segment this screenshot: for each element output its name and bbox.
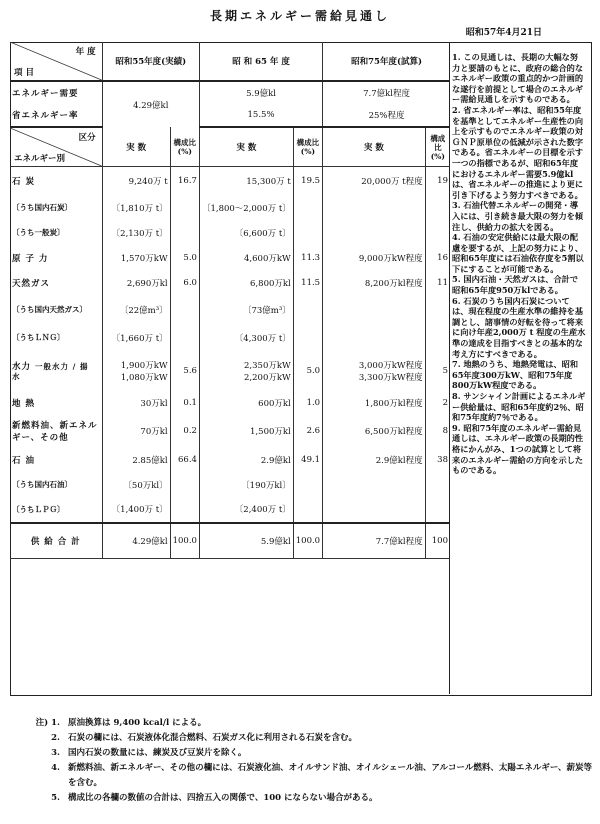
ratio-r55: 5.6 (170, 351, 199, 391)
ratio-r75 (425, 497, 450, 523)
value-s55: 1,570万kW (102, 245, 170, 271)
value-s55: 70万kl (102, 415, 170, 447)
ratio-r65: 1.0 (293, 391, 322, 415)
value-s75: 8,200万kl程度 (323, 271, 426, 295)
ratio-r55 (170, 497, 199, 523)
side-note: 8. サンシャイン計画によるエネルギー供給量は、昭和65年度約2％、昭和75年度約7％である。 (452, 391, 586, 423)
value-s65: 〔190万kl〕 (199, 473, 293, 497)
total-s65: 5.9億kl (199, 523, 293, 559)
table-row (10, 447, 450, 473)
row-label: 石 油 (12, 455, 35, 466)
col-header-s75: 昭和75年度(試算) (323, 42, 450, 81)
footnote-item (10, 791, 595, 806)
value-s65-line1: 2,350万kW (244, 360, 291, 371)
year-label: 年 度 (75, 47, 96, 57)
value-s75 (323, 221, 426, 245)
value-s55: 〔1,660万 t〕 (102, 325, 170, 351)
value-s65: 600万kl (199, 391, 293, 415)
document-title: 長期エネルギー需給見通し (209, 9, 390, 23)
total-s55: 4.29億kl (102, 523, 170, 559)
ratio-r65: 19.5 (293, 167, 322, 195)
total-r55: 100.0 (170, 523, 199, 559)
ratio-r75 (425, 221, 450, 245)
footnote-list (10, 716, 595, 806)
footnote-key: 5. (51, 793, 60, 803)
side-note: 3. 石油代替エネルギーの開発・導入には、引き続き最大限の努力を傾注し、供給力の拡大を図る。 (452, 200, 584, 232)
ratio-header-s65: 構成比(%) (293, 127, 322, 167)
demand-s75: 7.7億kl程度 (323, 81, 450, 103)
footnotes (10, 716, 595, 806)
value-s65: 〔1,800～2,000万 t〕 (199, 195, 293, 221)
table-row (10, 195, 450, 221)
total-label: 供 給 合 計 (10, 523, 102, 559)
ratio-r75 (425, 295, 450, 325)
ratio-r55: 5.0 (170, 245, 199, 271)
value-s55-line1: 1,900万kW (120, 360, 168, 371)
ratio-r55 (170, 473, 199, 497)
footnote-text: 石炭の欄には、石炭液体化混合燃料、石炭ガス化に利用される石炭を含む。 (68, 733, 358, 743)
side-note: 9. 昭和75年度のエネルギー需給見通しは、エネルギー政策の長期的性格にかんがみ、1つの試算として将来のエネルギー需給の方向を示したものである。 (452, 422, 584, 476)
ratio-r65: 49.1 (293, 447, 322, 473)
value-s65-line2: 2,200万kW (244, 372, 291, 383)
ratio-r55: 0.2 (170, 415, 199, 447)
footnote-key: 2. (51, 733, 60, 743)
value-s65: 15,300万 t (199, 167, 293, 195)
ratio-r75: 38 (425, 447, 450, 473)
value-s75 (323, 325, 426, 351)
ratio-r75: 11 (425, 271, 450, 295)
value-s65: 〔4,300万 t〕 (199, 325, 293, 351)
actual-header-s65: 実 数 (199, 127, 293, 167)
ratio-r55: 66.4 (170, 447, 199, 473)
value-s65: 2.9億kl (199, 447, 293, 473)
subheader-corner (10, 127, 102, 167)
ratio-r55 (170, 295, 199, 325)
value-s75 (323, 351, 426, 391)
side-notes (452, 52, 586, 476)
side-note: 1. この見通しは、長期の大幅な努力と要請のもとに、政府の総合的なエネルギー政策の重点的かつ計画的な遂行を前提として場合のエネルギー需給見通しを示すものである。 (452, 52, 584, 105)
saving-s75: 25%程度 (323, 103, 450, 127)
row-label: 〔うち国内天然ガス〕 (12, 305, 87, 314)
value-s65: 6,800万kl (199, 271, 293, 295)
actual-header-s75: 実 数 (323, 127, 426, 167)
row-label: 〔うちＬＰＧ〕 (12, 504, 65, 514)
footnote-key: 4. (51, 763, 60, 773)
value-s55: 30万kl (102, 391, 170, 415)
ratio-r65: 5.0 (293, 351, 322, 391)
ratio-r75: 5 (425, 351, 450, 391)
footnote-text: 新燃料油、新エネルギー、その他の欄には、石炭液化油、オイルサンド油、オイルシェール油、アルコール燃料、太陽エネルギー、薪炭等を含む。 (68, 763, 592, 788)
value-s55: 2.85億kl (102, 447, 170, 473)
side-note: 6. 石炭のうち国内石炭については、現在程度の生産水準の維持を基調とし、諸事情の好転を待って将来に向け年産2,000万 t 程度の生産水準の達成を目指すべきとの基本的な考え方にすべきである。 (452, 295, 586, 359)
footnote-key: 注) 1. (35, 718, 60, 728)
ratio-r55 (170, 325, 199, 351)
row-label: 天然ガス (12, 278, 51, 289)
value-s65: 〔2,400万 t〕 (199, 497, 293, 523)
kubun-label: 区分 (78, 133, 96, 143)
table-row (10, 221, 450, 245)
side-note: 7. 地熱のうち、地熱発電は、昭和65年度300万kW、昭和75年度800万kW程度である。 (452, 359, 579, 391)
actual-header-s55: 実 数 (102, 127, 170, 167)
value-s75 (323, 195, 426, 221)
side-note: 4. 石油の安定供給には最大限の配慮を要するが、上記の努力により、昭和65年度には石油依存度を5割以下にすることが可能である。 (452, 232, 584, 274)
row-label: 新燃料油、新エネルギー、その他 (12, 420, 98, 443)
value-s65: 〔6,600万 t〕 (199, 221, 293, 245)
data-rows (10, 167, 450, 523)
table-row (10, 325, 450, 351)
ratio-r75 (425, 195, 450, 221)
footnote-text: 構成比の各欄の数値の合計は、四捨五入の関係で、100 にならない場合がある。 (68, 793, 378, 803)
ratio-r55: 6.0 (170, 271, 199, 295)
value-s55: 〔2,130万 t〕 (102, 221, 170, 245)
value-s75: 2.9億kl程度 (323, 447, 426, 473)
ratio-r55: 0.1 (170, 391, 199, 415)
value-s55: 9,240万 t (102, 167, 170, 195)
energy-label: エネルギー別 (14, 154, 66, 164)
value-s55: 〔50万kl〕 (102, 473, 170, 497)
footnote-item (10, 761, 595, 791)
row-label: 石 炭 (12, 176, 35, 187)
ratio-r65: 11.5 (293, 271, 322, 295)
ratio-r65 (293, 325, 322, 351)
document-date: 昭和57年4月21日 (465, 28, 542, 38)
col-header-s65: 昭 和 65 年 度 (199, 42, 322, 81)
row-label-main: 水力 (12, 361, 32, 372)
row-label: 〔うち国内石炭〕 (12, 203, 72, 212)
table-row (10, 473, 450, 497)
value-s75: 6,500万kl程度 (323, 415, 426, 447)
ratio-r55 (170, 195, 199, 221)
value-s75-line2: 3,300万kW程度 (358, 372, 423, 383)
row-label: 原 子 力 (12, 253, 49, 264)
row-label: 地 熱 (12, 398, 35, 409)
table-row (10, 351, 450, 391)
value-s55 (102, 351, 170, 391)
energy-table (10, 42, 450, 559)
footnote-item (10, 716, 595, 731)
ratio-r55 (170, 221, 199, 245)
footnote-key: 3. (51, 748, 60, 758)
ratio-r65: 11.3 (293, 245, 322, 271)
value-s75 (323, 473, 426, 497)
footnote-text: 国内石炭の数量には、練炭及び豆炭片を除く。 (68, 748, 247, 758)
value-s55: 〔1,400万 t〕 (102, 497, 170, 523)
ratio-r65 (293, 497, 322, 523)
header-corner (10, 42, 102, 81)
ratio-header-s75: 構成比(%) (425, 127, 450, 167)
value-s55-line2: 1,080万kW (120, 372, 168, 383)
value-s75: 1,800万kl程度 (323, 391, 426, 415)
value-s75 (323, 497, 426, 523)
footnote-item (10, 746, 595, 761)
ratio-r75 (425, 325, 450, 351)
ratio-r65 (293, 221, 322, 245)
ratio-header-s55: 構成比(%) (170, 127, 199, 167)
col-header-s55: 昭和55年度(実績) (102, 42, 199, 81)
value-s75: 20,000万 t程度 (323, 167, 426, 195)
table-row (10, 167, 450, 195)
footnote-text: 原油換算は 9,400 kcal/l による。 (68, 718, 207, 728)
value-s65: 1,500万kl (199, 415, 293, 447)
ratio-r65 (293, 295, 322, 325)
row-label: 〔うち一般炭〕 (12, 228, 65, 237)
side-note: 5. 国内石油・天然ガスは、合計で昭和65年度950万klである。 (452, 274, 579, 296)
side-note: 2. 省エネルギー率は、昭和55年度を基準としてエネルギー生産性の向上を示すものでエネルギー政策の対ＧＮＰ原単位の低減が示された数字である。省エネルギーの目標を示す一つの指標であるが、昭和65年度におけるエネルギー需要5.9億klは、省エネルギーの推進により更に引き下げるよう努力すべきである。 (452, 104, 584, 200)
value-s75-line1: 3,000万kW程度 (358, 360, 423, 371)
ratio-r75: 19 (425, 167, 450, 195)
value-s65 (199, 351, 293, 391)
ratio-r75: 2 (425, 391, 450, 415)
ratio-r75 (425, 473, 450, 497)
row-label-sub: 一般水力 / 揚 水 (12, 361, 89, 381)
table-row (10, 391, 450, 415)
ratio-r65 (293, 195, 322, 221)
value-s55: 〔22億m³〕 (102, 295, 170, 325)
ratio-r65 (293, 473, 322, 497)
value-s55: 2,690万kl (102, 271, 170, 295)
saving-label: 省エネルギー率 (10, 103, 102, 127)
ratio-r65: 2.6 (293, 415, 322, 447)
demand-label: エネルギー需要 (12, 88, 79, 99)
table-row (10, 245, 450, 271)
value-s65: 〔73億m³〕 (199, 295, 293, 325)
ratio-r55: 16.7 (170, 167, 199, 195)
value-s75: 9,000万kW程度 (323, 245, 426, 271)
total-r75: 100 (425, 523, 450, 559)
demand-s65: 5.9億kl (199, 81, 322, 103)
demand-s55: 4.29億kl (102, 81, 199, 127)
table-row (10, 497, 450, 523)
table-row (10, 295, 450, 325)
total-r65: 100.0 (293, 523, 322, 559)
table-row (10, 271, 450, 295)
row-label: 〔うちＬＮＧ〕 (12, 333, 65, 342)
saving-s65: 15.5% (199, 103, 322, 127)
ratio-r75: 16 (425, 245, 450, 271)
footnote-item (10, 731, 595, 746)
value-s75 (323, 295, 426, 325)
table-row (10, 415, 450, 447)
total-s75: 7.7億kl程度 (323, 523, 426, 559)
value-s65: 4,600万kW (199, 245, 293, 271)
row-label: 〔うち国内石油〕 (12, 480, 72, 489)
item-label: 項 目 (14, 68, 34, 78)
ratio-r75: 8 (425, 415, 450, 447)
value-s55: 〔1,810万 t〕 (102, 195, 170, 221)
row-label (10, 351, 102, 391)
